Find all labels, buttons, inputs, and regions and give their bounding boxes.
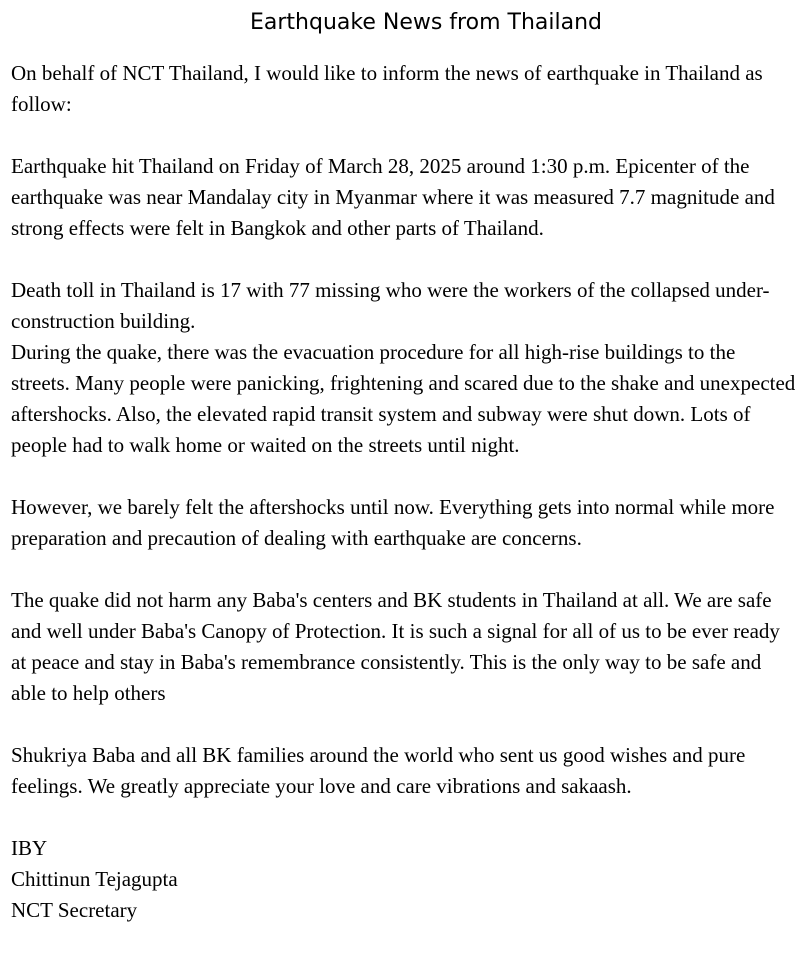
paragraph-spacer xyxy=(11,461,796,492)
document-title: Earthquake News from Thailand xyxy=(250,10,602,35)
signature-name: Chittinun Tejagupta xyxy=(11,867,178,891)
paragraph-spacer xyxy=(11,802,796,833)
safety-paragraph: The quake did not harm any Baba's centers and BK students in Thailand at all. We are safe and well under Baba's Canopy of Protection. It is such a signal for all of us to be ever ready at peace and stay in Baba's remembrance consistently. This is the only way to be safe and able to help others xyxy=(11,588,780,705)
aftershocks-paragraph: However, we barely felt the aftershocks until now. Everything gets into normal while more preparation and precaution of dealing with earthquake are concerns. xyxy=(11,495,775,550)
paragraph-spacer xyxy=(11,244,796,275)
paragraph-spacer xyxy=(11,120,796,151)
signature-block xyxy=(11,833,796,926)
thanks-paragraph: Shukriya Baba and all BK families around the world who sent us good wishes and pure feelings. We greatly appreciate your love and care vibrations and sakaash. xyxy=(11,743,746,798)
signature-closing: IBY xyxy=(11,836,48,860)
earthquake-details-paragraph: Earthquake hit Thailand on Friday of March 28, 2025 around 1:30 p.m. Epicenter of the earthquake was near Mandalay city in Myanmar where it was measured 7.7 magnitude and strong effects were felt in Bangkok and other parts of Thailand. xyxy=(11,154,775,240)
death-toll-paragraph: Death toll in Thailand is 17 with 77 missing who were the workers of the collapsed under-construction building. xyxy=(11,278,770,333)
intro-paragraph: On behalf of NCT Thailand, I would like to inform the news of earthquake in Thailand as follow: xyxy=(11,61,763,116)
document-body xyxy=(11,58,796,926)
paragraph-spacer xyxy=(11,554,796,585)
evacuation-paragraph: During the quake, there was the evacuation procedure for all high-rise buildings to the streets. Many people were panicking, frightening and scared due to the shake and unexpected aftershocks. Also, the elevated rapid transit system and subway were shut down. Lots of people had to walk home or waited on the streets until night. xyxy=(11,340,796,457)
paragraph-spacer xyxy=(11,709,796,740)
signature-role: NCT Secretary xyxy=(11,898,138,922)
